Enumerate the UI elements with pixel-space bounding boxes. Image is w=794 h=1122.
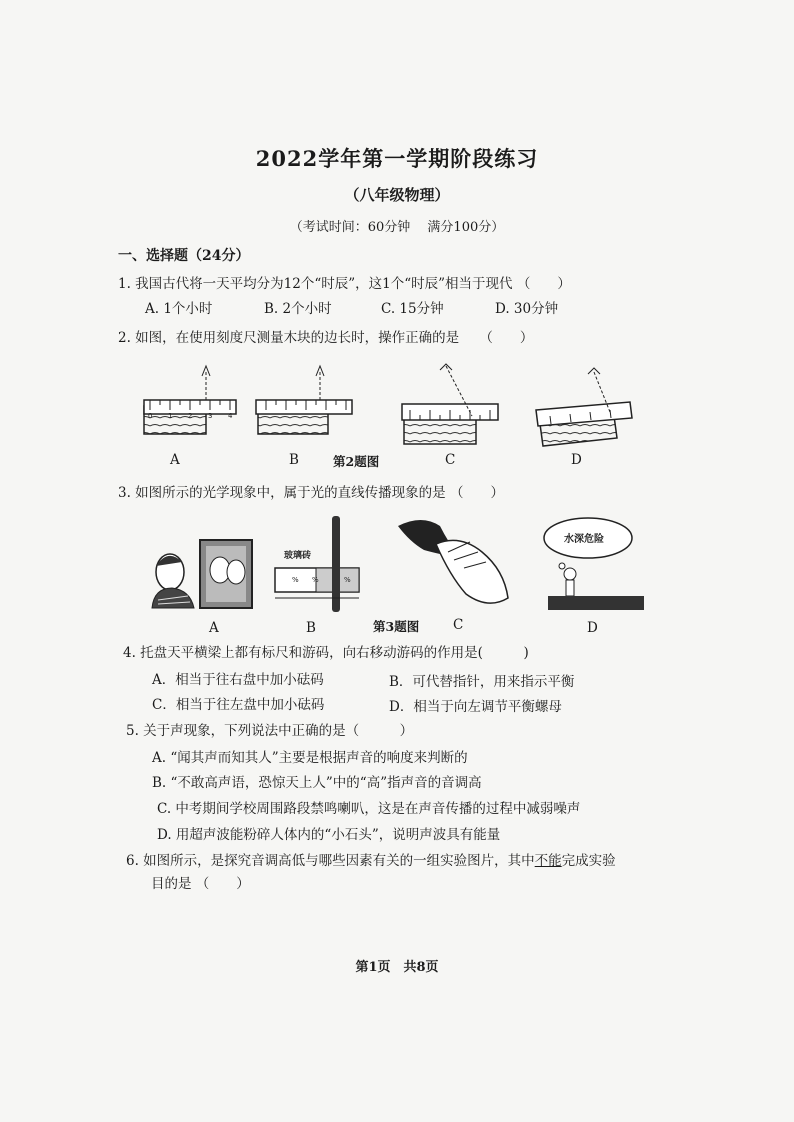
question-3: 3. 如图所示的光学现象中，属于光的直线传播现象的是 （ ） (118, 485, 504, 501)
q3-water-sign-illustration (544, 518, 644, 610)
q4-option-a: A．相当于往右盘中加小砝码 (152, 672, 324, 688)
q2-figure-caption: 第2题图 (333, 454, 380, 469)
q2-tick-4: 4 (228, 412, 233, 420)
q3-hand-shadow-illustration (398, 520, 508, 603)
q6-text-after: 完成实验 (561, 853, 616, 869)
q5-option-a: A. “闻其声而知其人”主要是根据声音的响度来判断的 (152, 750, 468, 766)
q1-option-c: C. 15分钟 (381, 301, 444, 317)
q3-figure-caption: 第3题图 (373, 619, 420, 634)
q4-option-d: D．相当于向左调节平衡螺母 (389, 699, 562, 715)
q3-glass-brick-illustration (275, 516, 359, 612)
q2-ruler-d (536, 368, 632, 446)
exam-time-info: （考试时间：60分钟 满分100分） (289, 220, 505, 235)
svg-text:%: % (312, 576, 319, 584)
q1-option-a: A. 1个小时 (145, 301, 213, 317)
q2-label-c: C (445, 452, 456, 468)
question-6 (126, 849, 616, 869)
q6-text-before: 6. 如图所示，是探究音调高低与哪些因素有关的一组实验图片，其中 (126, 853, 535, 869)
q2-tick-1: 1 (168, 412, 173, 420)
q2-label-b: B (289, 452, 299, 468)
question-4: 4. 托盘天平横梁上都有标尺和游码，向右移动游码的作用是( ) (123, 645, 529, 661)
q2-tick-0: 0 (148, 412, 153, 420)
q2-tick-2: 2 (188, 412, 193, 420)
q2-ruler-c (402, 364, 498, 444)
q4-option-b: B．可代替指针，用来指示平衡 (389, 674, 575, 690)
q2-label-a: A (170, 452, 180, 468)
q2-figure (130, 358, 650, 448)
q1-option-d: D. 30分钟 (495, 301, 559, 317)
question-6-line2: 目的是 （ ） (151, 876, 250, 892)
question-2: 2. 如图，在使用刻度尺测量木块的边长时，操作正确的是 （ ） (118, 330, 534, 346)
q1-option-b: B. 2个小时 (264, 301, 332, 317)
q2-ruler-b (256, 366, 352, 434)
q5-option-b: B. “不敢高声语，恐惊天上人”中的“高”指声音的音调高 (152, 775, 482, 791)
q2-tick-3: 3 (208, 412, 213, 420)
q4-option-c: C．相当于往左盘中加小砝码 (152, 697, 325, 713)
q3-mirror-illustration (152, 540, 252, 608)
q5-option-d: D. 用超声波能粉碎人体内的“小石头”，说明声波具有能量 (157, 827, 501, 843)
q3-label-d: D (587, 620, 598, 636)
page-title: 2022学年第一学期阶段练习 (255, 146, 539, 171)
q5-option-c: C. 中考期间学校周围路段禁鸣喇叭，这是在声音传播的过程中减弱噪声 (157, 801, 581, 817)
svg-text:%: % (344, 576, 351, 584)
section-heading-choice: 一、选择题（24分） (118, 248, 250, 264)
q2-label-d: D (571, 452, 582, 468)
question-5: 5. 关于声现象，下列说法中正确的是（ ） (126, 723, 414, 739)
svg-text:%: % (292, 576, 299, 584)
q3-label-a: A (209, 620, 219, 636)
question-1: 1. 我国古代将一天平均分为12个“时辰”，这1个“时辰”相当于现代 （ ） (118, 276, 571, 292)
q3-sign-text: 水深危险 (564, 534, 604, 545)
q3-figure (148, 512, 648, 616)
subject-subtitle: （八年级物理） (344, 186, 450, 204)
q2-ruler-a (144, 366, 236, 434)
q3-glass-label: 玻璃砖 (284, 551, 312, 561)
q3-label-c: C (453, 617, 464, 633)
page-number: 第1页 共8页 (355, 960, 439, 975)
q3-label-b: B (306, 620, 316, 636)
q6-emphasis: 不能 (534, 853, 562, 869)
